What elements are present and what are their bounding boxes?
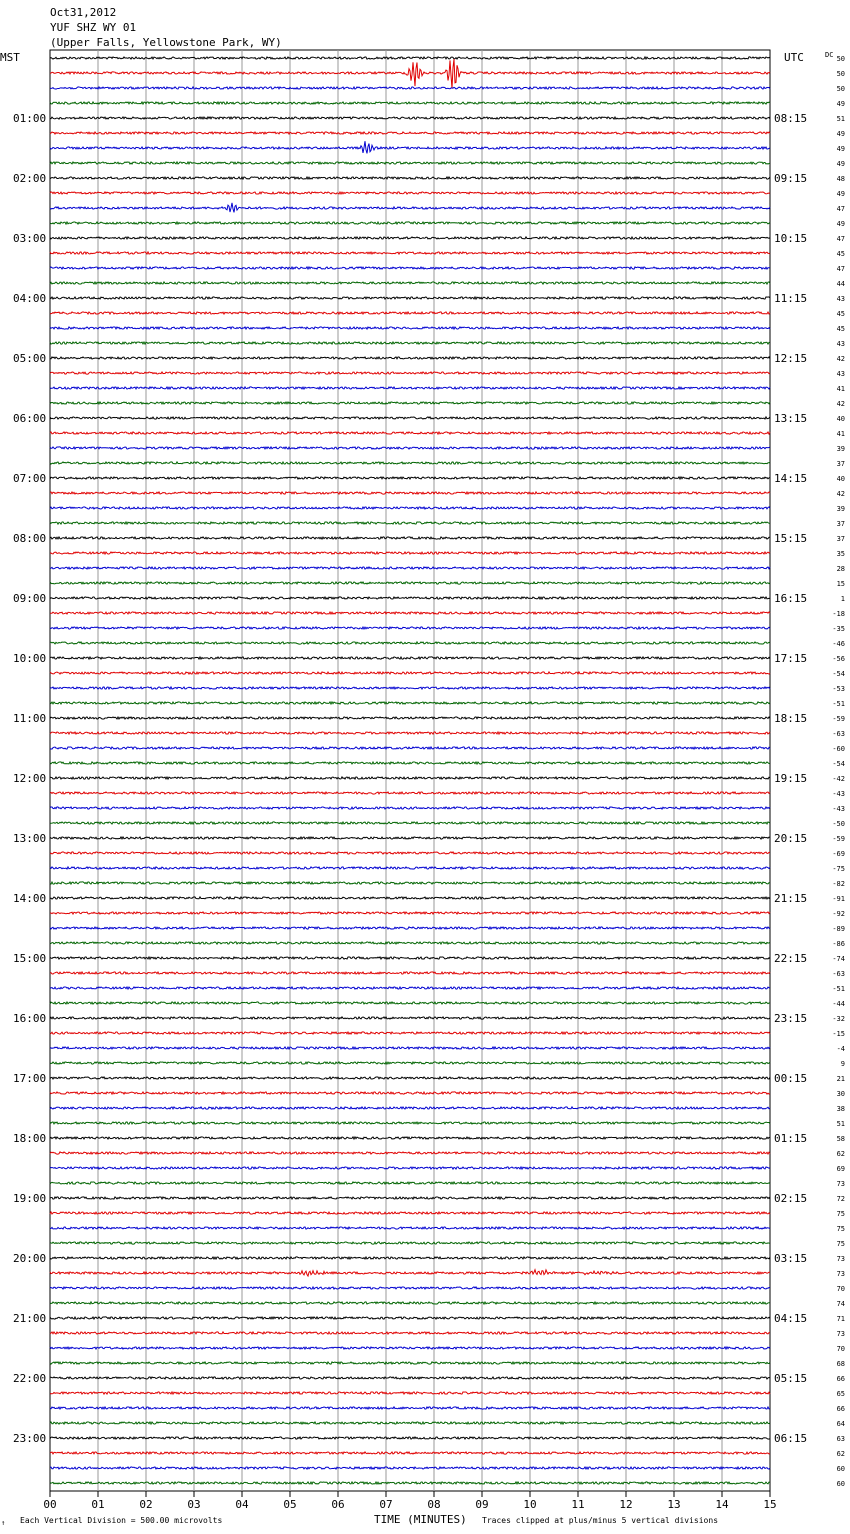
mst-hour-label: 07:00 xyxy=(13,472,47,485)
utc-hour-label: 22:15 xyxy=(774,952,808,965)
mst-hour-label: 11:00 xyxy=(13,712,47,725)
x-tick-label: 09 xyxy=(475,1498,489,1511)
dc-offset-value: 40 xyxy=(836,475,845,483)
trace-line xyxy=(50,203,770,213)
dc-offset-value: 50 xyxy=(836,70,845,78)
dc-offset-value: 49 xyxy=(836,160,845,168)
trace-line xyxy=(50,792,770,794)
x-tick-label: 08 xyxy=(427,1498,441,1511)
trace-line xyxy=(50,1347,770,1349)
dc-offset-value: 49 xyxy=(836,130,845,138)
trace-line xyxy=(50,357,770,359)
trace-line xyxy=(50,507,770,509)
trace-group xyxy=(50,57,770,1484)
trace-line xyxy=(50,822,770,824)
dc-offset-value: 51 xyxy=(836,1120,845,1128)
x-tick-label: 07 xyxy=(379,1498,393,1511)
dc-offset-value: 66 xyxy=(836,1375,845,1383)
utc-hour-labels xyxy=(774,112,807,1445)
trace-line xyxy=(50,417,770,419)
x-tick-label: 10 xyxy=(523,1498,537,1511)
dc-offset-value: 39 xyxy=(836,505,845,513)
dc-offset-value: -32 xyxy=(832,1015,845,1023)
trace-line xyxy=(50,927,770,929)
trace-line xyxy=(50,1002,770,1004)
trace-line xyxy=(50,1122,770,1124)
utc-hour-label: 17:15 xyxy=(774,652,808,665)
dc-offset-value: 73 xyxy=(836,1270,845,1278)
x-tick-label: 02 xyxy=(139,1498,153,1511)
utc-hour-label: 03:15 xyxy=(774,1252,808,1265)
trace-line xyxy=(50,627,770,629)
utc-hour-label: 16:15 xyxy=(774,592,808,605)
plot-frame xyxy=(50,50,770,1491)
dc-offset-value: 70 xyxy=(836,1345,845,1353)
trace-line xyxy=(50,1182,770,1184)
utc-hour-label: 11:15 xyxy=(774,292,808,305)
trace-line xyxy=(50,192,770,194)
trace-line xyxy=(50,372,770,374)
dc-offset-value: 47 xyxy=(836,235,845,243)
corner-mark: ↑ xyxy=(1,1519,6,1527)
dc-offset-value: -69 xyxy=(832,850,845,858)
trace-line xyxy=(50,552,770,554)
utc-hour-label: 21:15 xyxy=(774,892,808,905)
trace-line xyxy=(50,687,770,689)
utc-hour-label: 19:15 xyxy=(774,772,808,785)
trace-line xyxy=(50,1377,770,1379)
trace-line xyxy=(50,59,770,89)
dc-offset-value: 63 xyxy=(836,1435,845,1443)
grid-lines xyxy=(50,50,770,1491)
trace-line xyxy=(50,762,770,764)
utc-hour-label: 05:15 xyxy=(774,1372,808,1385)
scale-note: Each Vertical Division = 500.00 microvolts xyxy=(20,1516,223,1525)
trace-line xyxy=(50,297,770,299)
trace-line xyxy=(50,657,770,659)
dc-offset-value: 9 xyxy=(840,1060,845,1068)
utc-axis-label: UTC xyxy=(784,51,804,64)
x-tick-label: 03 xyxy=(187,1498,201,1511)
x-tick-label: 00 xyxy=(43,1498,57,1511)
mst-hour-label: 01:00 xyxy=(13,112,47,125)
mst-axis-label: MST xyxy=(0,51,20,64)
utc-hour-label: 04:15 xyxy=(774,1312,808,1325)
dc-offset-value: 30 xyxy=(836,1090,845,1098)
dc-offset-value: -54 xyxy=(832,670,845,678)
utc-hour-label: 12:15 xyxy=(774,352,808,365)
trace-line xyxy=(50,252,770,254)
dc-offset-value: -51 xyxy=(832,985,845,993)
trace-line xyxy=(50,1302,770,1304)
dc-offset-value: -74 xyxy=(832,955,845,963)
dc-offset-value: 47 xyxy=(836,265,845,273)
dc-offset-value: 74 xyxy=(836,1300,845,1308)
x-axis-title: TIME (MINUTES) xyxy=(374,1513,467,1526)
trace-line xyxy=(50,87,770,89)
dc-offset-value: 49 xyxy=(836,145,845,153)
utc-hour-label: 00:15 xyxy=(774,1072,808,1085)
trace-line xyxy=(50,597,770,599)
dc-offset-value: -51 xyxy=(832,700,845,708)
trace-line xyxy=(50,1482,770,1484)
x-tick-label: 12 xyxy=(619,1498,633,1511)
dc-offset-value: 73 xyxy=(836,1330,845,1338)
trace-line xyxy=(50,882,770,884)
trace-line xyxy=(50,1017,770,1019)
dc-offset-value: 73 xyxy=(836,1180,845,1188)
utc-hour-label: 06:15 xyxy=(774,1432,808,1445)
trace-line xyxy=(50,492,770,494)
dc-offset-value: 68 xyxy=(836,1360,845,1368)
trace-line xyxy=(50,1062,770,1064)
trace-line xyxy=(50,327,770,329)
dc-offset-value: 48 xyxy=(836,175,845,183)
trace-line xyxy=(50,1317,770,1319)
dc-offset-value: 49 xyxy=(836,190,845,198)
dc-offset-value: 15 xyxy=(836,580,845,588)
trace-line xyxy=(50,177,770,179)
mst-hour-label: 14:00 xyxy=(13,892,47,905)
trace-line xyxy=(50,477,770,479)
dc-offset-value: 42 xyxy=(836,400,845,408)
dc-offset-value: -15 xyxy=(832,1030,845,1038)
trace-line xyxy=(50,57,770,59)
mst-hour-label: 15:00 xyxy=(13,952,47,965)
mst-hour-label: 08:00 xyxy=(13,532,47,545)
trace-line xyxy=(50,1407,770,1409)
dc-offset-value: -43 xyxy=(832,790,845,798)
mst-hour-label: 23:00 xyxy=(13,1432,47,1445)
mst-hour-label: 10:00 xyxy=(13,652,47,665)
dc-offset-value: -4 xyxy=(836,1045,845,1053)
dc-offset-value: -46 xyxy=(832,640,845,648)
dc-offset-value: 45 xyxy=(836,250,845,258)
dc-offset-value: 71 xyxy=(836,1315,845,1323)
trace-line xyxy=(50,897,770,899)
trace-line xyxy=(50,1242,770,1244)
utc-hour-label: 14:15 xyxy=(774,472,808,485)
mst-hour-label: 02:00 xyxy=(13,172,47,185)
dc-offset-value: 70 xyxy=(836,1285,845,1293)
utc-hour-label: 08:15 xyxy=(774,112,808,125)
dc-offset-value: 43 xyxy=(836,295,845,303)
trace-line xyxy=(50,1032,770,1034)
trace-line xyxy=(50,987,770,989)
mst-hour-label: 06:00 xyxy=(13,412,47,425)
x-tick-label: 11 xyxy=(571,1498,585,1511)
dc-offset-value: -60 xyxy=(832,745,845,753)
dc-offset-value: 49 xyxy=(836,220,845,228)
dc-offset-value: 75 xyxy=(836,1210,845,1218)
x-tick-label: 01 xyxy=(91,1498,105,1511)
x-tick-label: 06 xyxy=(331,1498,345,1511)
trace-line xyxy=(50,1452,770,1454)
trace-line xyxy=(50,132,770,134)
utc-hour-label: 01:15 xyxy=(774,1132,808,1145)
dc-offset-value: 60 xyxy=(836,1465,845,1473)
dc-offset-value: 42 xyxy=(836,490,845,498)
trace-line xyxy=(50,1437,770,1439)
trace-line xyxy=(50,282,770,284)
mst-hour-label: 19:00 xyxy=(13,1192,47,1205)
dc-offset-value: 75 xyxy=(836,1240,845,1248)
mst-hour-labels xyxy=(13,112,46,1445)
dc-offset-value: 75 xyxy=(836,1225,845,1233)
dc-offset-value: 43 xyxy=(836,340,845,348)
trace-line xyxy=(50,447,770,449)
dc-offset-value: 51 xyxy=(836,115,845,123)
trace-line xyxy=(50,1167,770,1169)
dc-offset-value: 73 xyxy=(836,1255,845,1263)
dc-offset-value: -86 xyxy=(832,940,845,948)
utc-hour-label: 13:15 xyxy=(774,412,808,425)
mst-hour-label: 22:00 xyxy=(13,1372,47,1385)
trace-line xyxy=(50,1270,770,1276)
trace-line xyxy=(50,612,770,614)
dc-offset-value: -56 xyxy=(832,655,845,663)
dc-offset-value: 28 xyxy=(836,565,845,573)
trace-line xyxy=(50,807,770,809)
trace-line xyxy=(50,1362,770,1364)
trace-line xyxy=(50,387,770,389)
trace-line xyxy=(50,957,770,959)
dc-offset-value: 38 xyxy=(836,1105,845,1113)
trace-line xyxy=(50,1392,770,1394)
utc-hour-label: 23:15 xyxy=(774,1012,808,1025)
dc-offset-value: 62 xyxy=(836,1150,845,1158)
dc-offset-value: -59 xyxy=(832,715,845,723)
dc-offset-value: 64 xyxy=(836,1420,845,1428)
dc-offset-value: -54 xyxy=(832,760,845,768)
trace-line xyxy=(50,972,770,974)
utc-hour-label: 18:15 xyxy=(774,712,808,725)
trace-line xyxy=(50,867,770,869)
x-tick-label: 13 xyxy=(667,1498,681,1511)
x-tick-label: 15 xyxy=(763,1498,777,1511)
dc-offset-value: 37 xyxy=(836,535,845,543)
trace-line xyxy=(50,777,770,779)
trace-line xyxy=(50,312,770,314)
mst-hour-label: 05:00 xyxy=(13,352,47,365)
dc-offset-value: -91 xyxy=(832,895,845,903)
dc-offset-value: -82 xyxy=(832,880,845,888)
trace-line xyxy=(50,942,770,944)
trace-line xyxy=(50,1287,770,1289)
mst-hour-label: 18:00 xyxy=(13,1132,47,1145)
dc-offset-value: 37 xyxy=(836,460,845,468)
trace-line xyxy=(50,237,770,239)
dc-offset-value: 50 xyxy=(836,85,845,93)
trace-line xyxy=(50,852,770,854)
trace-line xyxy=(50,402,770,404)
x-tick-label: 14 xyxy=(715,1498,729,1511)
trace-line xyxy=(50,717,770,719)
trace-line xyxy=(50,1332,770,1334)
dc-offset-value: 44 xyxy=(836,280,845,288)
trace-line xyxy=(50,117,770,119)
dc-offset-value: 60 xyxy=(836,1480,845,1488)
dc-offset-value: -89 xyxy=(832,925,845,933)
mst-hour-label: 17:00 xyxy=(13,1072,47,1085)
trace-line xyxy=(50,222,770,224)
dc-offset-value: -44 xyxy=(832,1000,845,1008)
dc-offset-value: 66 xyxy=(836,1405,845,1413)
trace-line xyxy=(50,432,770,434)
trace-line xyxy=(50,1257,770,1259)
trace-line xyxy=(50,1197,770,1199)
dc-offset-value: -59 xyxy=(832,835,845,843)
dc-offset-value: -42 xyxy=(832,775,845,783)
dc-offset-value: 45 xyxy=(836,325,845,333)
trace-line xyxy=(50,747,770,749)
mst-hour-label: 21:00 xyxy=(13,1312,47,1325)
dc-offset-value: 49 xyxy=(836,100,845,108)
trace-line xyxy=(50,141,770,153)
trace-line xyxy=(50,462,770,464)
dc-offset-value: 43 xyxy=(836,370,845,378)
dc-offset-value: 1 xyxy=(840,595,845,603)
mst-hour-label: 16:00 xyxy=(13,1012,47,1025)
dc-offset-value: 35 xyxy=(836,550,845,558)
trace-line xyxy=(50,702,770,704)
x-axis xyxy=(43,1491,776,1511)
dc-offset-value: -50 xyxy=(832,820,845,828)
x-tick-label: 04 xyxy=(235,1498,249,1511)
mst-hour-label: 12:00 xyxy=(13,772,47,785)
trace-line xyxy=(50,1077,770,1079)
utc-hour-label: 02:15 xyxy=(774,1192,808,1205)
dc-offset-value: 37 xyxy=(836,520,845,528)
dc-offset-labels xyxy=(832,55,845,1488)
dc-offset-value: 39 xyxy=(836,445,845,453)
dc-offset-value: 21 xyxy=(836,1075,845,1083)
x-tick-label: 05 xyxy=(283,1498,297,1511)
dc-offset-value: 69 xyxy=(836,1165,845,1173)
dc-label: DC xyxy=(825,51,834,59)
dc-offset-value: -63 xyxy=(832,970,845,978)
trace-line xyxy=(50,342,770,344)
trace-line xyxy=(50,1467,770,1469)
clip-note: Traces clipped at plus/minus 5 vertical divisions xyxy=(482,1516,719,1525)
dc-offset-value: -63 xyxy=(832,730,845,738)
dc-offset-value: 72 xyxy=(836,1195,845,1203)
trace-line xyxy=(50,267,770,269)
trace-line xyxy=(50,162,770,164)
trace-line xyxy=(50,537,770,539)
dc-offset-value: 41 xyxy=(836,385,845,393)
dc-offset-value: 41 xyxy=(836,430,845,438)
trace-line xyxy=(50,672,770,674)
trace-line xyxy=(50,582,770,584)
dc-offset-value: 50 xyxy=(836,55,845,63)
mst-hour-label: 13:00 xyxy=(13,832,47,845)
trace-line xyxy=(50,1137,770,1139)
trace-line xyxy=(50,1227,770,1229)
trace-line xyxy=(50,912,770,914)
trace-line xyxy=(50,102,770,104)
dc-offset-value: -35 xyxy=(832,625,845,633)
utc-hour-label: 10:15 xyxy=(774,232,808,245)
dc-offset-value: -43 xyxy=(832,805,845,813)
dc-offset-value: -53 xyxy=(832,685,845,693)
mst-hour-label: 03:00 xyxy=(13,232,47,245)
trace-line xyxy=(50,732,770,734)
record-date: Oct31,2012 xyxy=(50,6,117,19)
mst-hour-label: 09:00 xyxy=(13,592,47,605)
dc-offset-value: -92 xyxy=(832,910,845,918)
dc-offset-value: 42 xyxy=(836,355,845,363)
trace-line xyxy=(50,567,770,569)
utc-hour-label: 15:15 xyxy=(774,532,808,545)
trace-line xyxy=(50,522,770,524)
dc-offset-value: -75 xyxy=(832,865,845,873)
trace-line xyxy=(50,1152,770,1154)
trace-line xyxy=(50,642,770,644)
trace-line xyxy=(50,1212,770,1214)
trace-line xyxy=(50,837,770,839)
dc-offset-value: 47 xyxy=(836,205,845,213)
station-location: (Upper Falls, Yellowstone Park, WY) xyxy=(50,36,282,49)
dc-offset-value: 58 xyxy=(836,1135,845,1143)
station-id: YUF SHZ WY 01 xyxy=(50,21,137,34)
trace-line xyxy=(50,1422,770,1424)
utc-hour-label: 09:15 xyxy=(774,172,808,185)
dc-offset-value: 40 xyxy=(836,415,845,423)
utc-hour-label: 20:15 xyxy=(774,832,808,845)
dc-offset-value: 65 xyxy=(836,1390,845,1398)
dc-offset-value: 45 xyxy=(836,310,845,318)
trace-line xyxy=(50,1047,770,1049)
trace-line xyxy=(50,1092,770,1094)
mst-hour-label: 20:00 xyxy=(13,1252,47,1265)
trace-line xyxy=(50,1107,770,1109)
dc-offset-value: -18 xyxy=(832,610,845,618)
mst-hour-label: 04:00 xyxy=(13,292,47,305)
dc-offset-value: 62 xyxy=(836,1450,845,1458)
